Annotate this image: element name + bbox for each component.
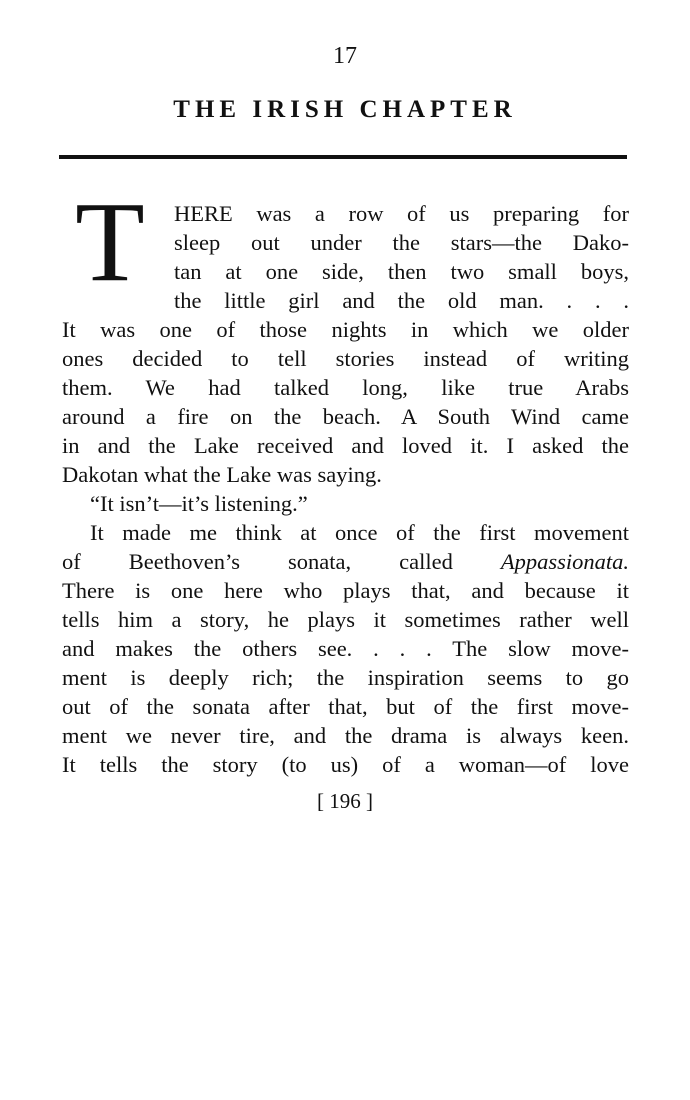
text-line: in and the Lake received and loved it. I asked the [62, 433, 629, 458]
text-line: ment is deeply rich; the inspiration seems to go [62, 665, 629, 690]
text-line: HERE was a row of us preparing for [174, 201, 629, 226]
text-line: out of the sonata after that, but of the first move- [62, 694, 629, 719]
italic-title: Appassionata. [500, 549, 629, 574]
text-line: sleep out under the stars—the Dako- [174, 230, 629, 255]
chapter-title: THE IRISH CHAPTER [173, 96, 517, 123]
title-rule [59, 155, 627, 159]
text-line: them. We had talked long, like true Arabs [62, 375, 629, 400]
text-line: It was one of those nights in which we older [62, 317, 629, 342]
chapter-number: 17 [333, 43, 357, 69]
text-line: There is one here who plays that, and because it [62, 578, 629, 603]
text-line: around a fire on the beach. A South Wind came [62, 404, 629, 429]
text-line: the little girl and the old man. . . . [174, 288, 629, 313]
text-line: It tells the story (to us) of a woman—of love [62, 752, 629, 777]
text-line: and makes the others see. . . . The slow move- [62, 636, 629, 661]
text-line: ones decided to tell stories instead of writing [62, 346, 629, 371]
text-line: tells him a story, he plays it sometimes rather well [62, 607, 629, 632]
page-number: [ 196 ] [317, 789, 373, 813]
text-line: “It isn’t—it’s listening.” [90, 491, 308, 516]
text-line: It made me think at once of the first movement [90, 520, 629, 545]
text-line: Dakotan what the Lake was saying. [62, 462, 382, 487]
text-line-with-italic [62, 547, 629, 576]
text-segment: of Beethoven’s sonata, called [62, 549, 501, 574]
text-line: tan at one side, then two small boys, [174, 259, 629, 284]
drop-cap: T [75, 178, 145, 305]
text-line: ment we never tire, and the drama is always keen. [62, 723, 629, 748]
